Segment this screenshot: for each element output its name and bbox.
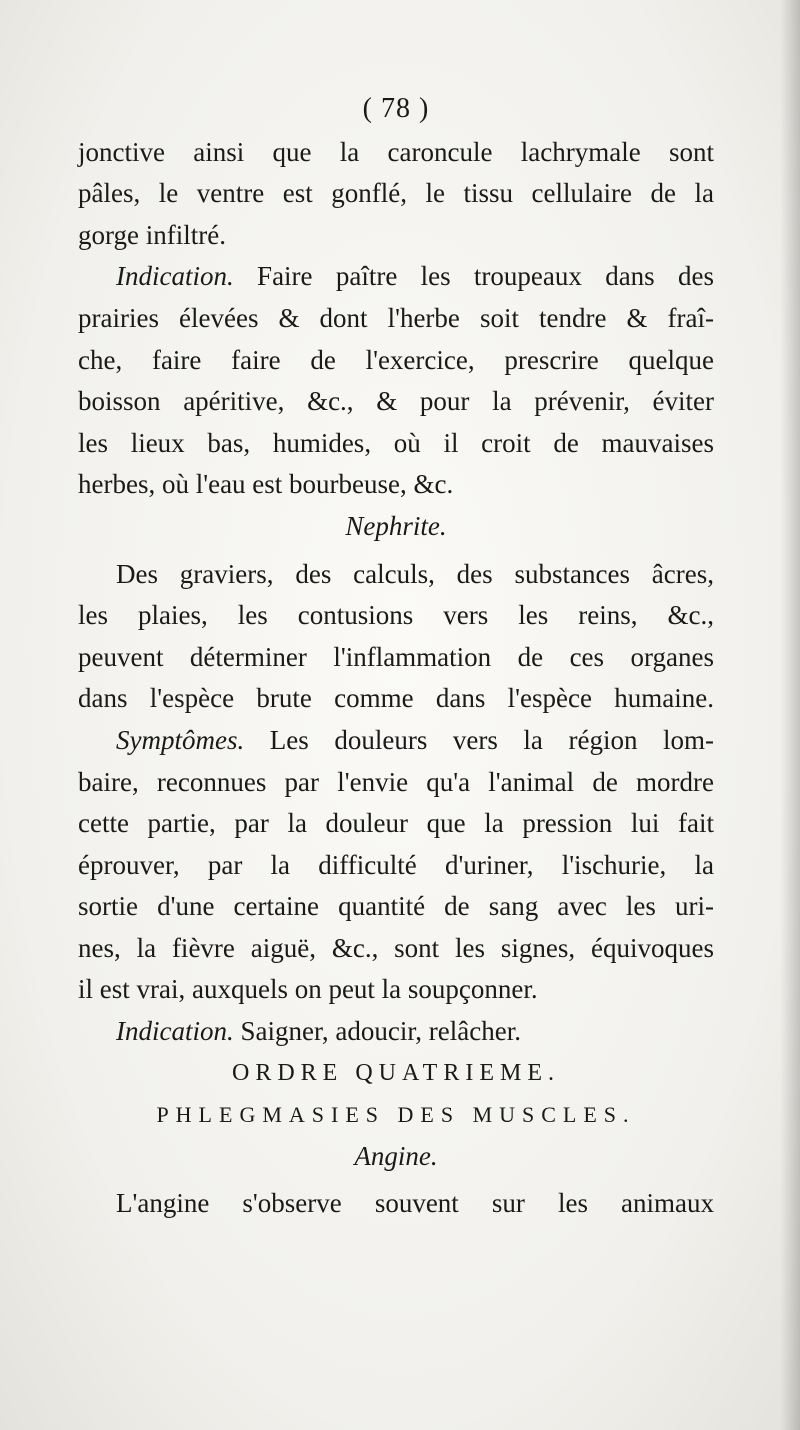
text-line: dans l'espèce brute comme dans l'espèce humaine. bbox=[78, 683, 714, 714]
class-heading: PHLEGMASIES DES MUSCLES. bbox=[156, 1102, 636, 1128]
text-line: sortie d'une certaine quantité de sang avec les uri- bbox=[78, 891, 714, 922]
text-line: pâles, le ventre est gonflé, le tissu cellulaire de la bbox=[78, 178, 714, 209]
symptomes-line bbox=[78, 720, 714, 762]
text-line: cette partie, par la douleur que la pression lui fait bbox=[78, 808, 714, 839]
text-line: peuvent déterminer l'inflammation de ces organes bbox=[78, 641, 714, 672]
symptomes-text: Les douleurs vers la région lom- bbox=[244, 724, 714, 755]
section-heading-nephrite: Nephrite. bbox=[345, 510, 447, 541]
text-line: les lieux bas, humides, où il croit de mauvaises bbox=[78, 427, 714, 458]
symptomes-label: Symptômes. bbox=[116, 724, 245, 755]
text-line: herbes, où l'eau est bourbeuse, &c. bbox=[78, 469, 454, 500]
page-number: ( 78 ) bbox=[362, 93, 430, 124]
section-heading-angine: Angine. bbox=[354, 1140, 438, 1171]
indication-text: Saigner, adoucir, relâcher. bbox=[233, 1016, 521, 1047]
indication-label: Indication. bbox=[116, 261, 234, 292]
text-line: boisson apéritive, &c., & pour la prévenir, éviter bbox=[78, 386, 714, 417]
indication-label: Indication. bbox=[116, 1016, 234, 1047]
page-edge-shadow bbox=[780, 0, 800, 1430]
indication-text: Faire paître les troupeaux dans des bbox=[233, 261, 714, 292]
indication-line bbox=[78, 1011, 714, 1053]
text-line: Des graviers, des calculs, des substances âcres, bbox=[116, 558, 714, 589]
text-line: che, faire faire de l'exercice, prescrire quelque bbox=[78, 344, 714, 375]
text-line: les plaies, les contusions vers les reins, &c., bbox=[78, 600, 714, 631]
page-text bbox=[78, 88, 714, 1225]
text-line: nes, la fièvre aiguë, &c., sont les signes, équivoques bbox=[78, 932, 714, 963]
text-line: baire, reconnues par l'envie qu'a l'animal de mordre bbox=[78, 766, 714, 797]
indication-line bbox=[78, 256, 714, 298]
text-line: gorge infiltré. bbox=[78, 219, 226, 250]
text-line: jonctive ainsi que la caroncule lachrymale sont bbox=[78, 136, 714, 167]
text-line: éprouver, par la difficulté d'uriner, l'ischurie, la bbox=[78, 849, 714, 880]
order-heading: ORDRE QUATRIEME. bbox=[232, 1059, 560, 1086]
text-line: il est vrai, auxquels on peut la soupçonner. bbox=[78, 974, 538, 1005]
text-line: prairies élevées & dont l'herbe soit tendre & fraî- bbox=[78, 302, 714, 333]
text-line: L'angine s'observe souvent sur les animaux bbox=[116, 1188, 714, 1219]
